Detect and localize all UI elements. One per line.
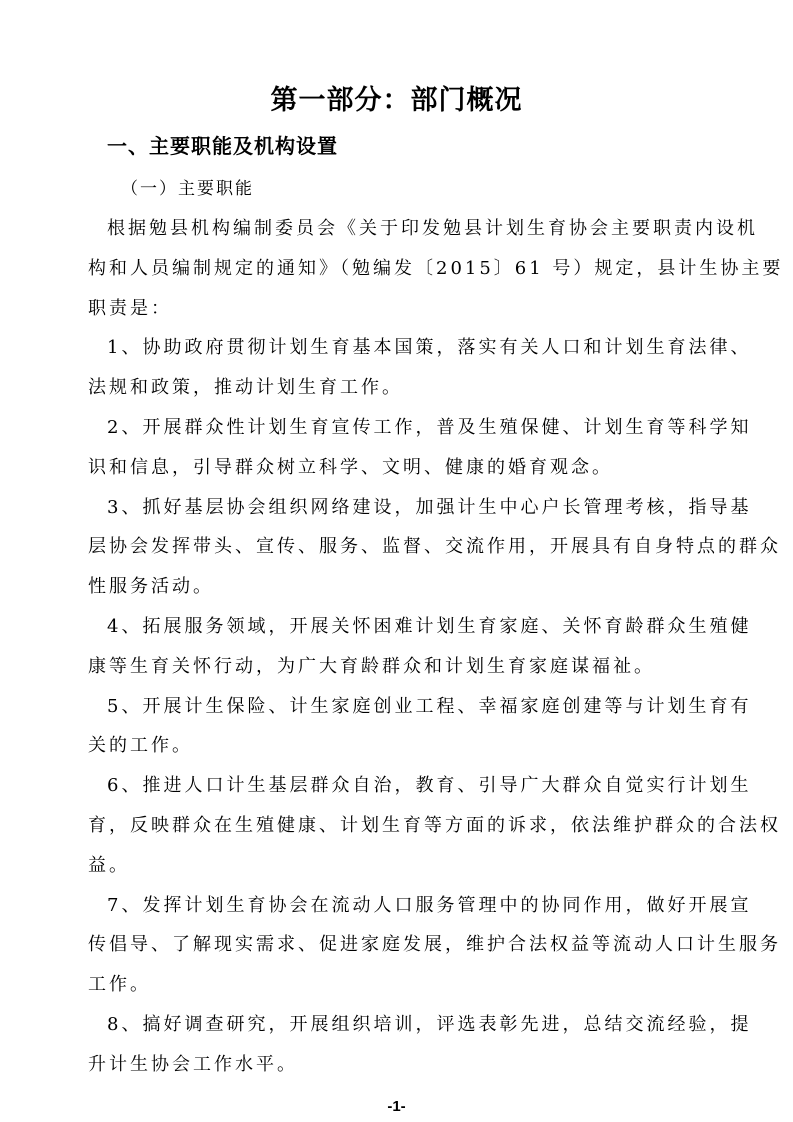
document-body bbox=[88, 209, 784, 1085]
section-heading: 一、主要职能及机构设置 bbox=[107, 134, 338, 158]
paragraph bbox=[88, 766, 781, 885]
paragraph-line: 关的工作。 bbox=[88, 735, 193, 757]
paragraph-line: 升计生协会工作水平。 bbox=[88, 1053, 298, 1075]
paragraph-line: 识和信息，引导群众树立科学、文明、健康的婚育观念。 bbox=[88, 456, 613, 478]
paragraph bbox=[88, 209, 784, 328]
paragraph-line: 工作。 bbox=[88, 974, 151, 996]
paragraph-line: 职责是： bbox=[88, 297, 172, 319]
paragraph-line: 构和人员编制规定的通知》（勉编发〔2015〕61 号）规定，县计生协主要 bbox=[88, 257, 784, 279]
paragraph bbox=[88, 488, 781, 607]
paragraph bbox=[88, 687, 752, 767]
paragraph-line: 康等生育关怀行动，为广大育龄群众和计划生育家庭谋福祉。 bbox=[88, 655, 655, 677]
paragraph-line: 2、开展群众性计划生育宣传工作，普及生殖保健、计划生育等科学知 bbox=[107, 416, 752, 438]
paragraph-line: 8、搞好调查研究，开展组织培训，评选表彰先进，总结交流经验，提 bbox=[107, 1013, 752, 1035]
paragraph-line: 益。 bbox=[88, 854, 130, 876]
paragraph-line: 5、开展计生保险、计生家庭创业工程、幸福家庭创建等与计划生育有 bbox=[107, 695, 752, 717]
paragraph-line: 3、抓好基层协会组织网络建设，加强计生中心户长管理考核，指导基 bbox=[107, 496, 752, 518]
paragraph-line: 层协会发挥带头、宣传、服务、监督、交流作用，开展具有自身特点的群众 bbox=[88, 536, 781, 558]
paragraph-line: 4、拓展服务领域，开展关怀困难计划生育家庭、关怀育龄群众生殖健 bbox=[107, 615, 752, 637]
paragraph-line: 6、推进人口计生基层群众自治，教育、引导广大群众自觉实行计划生 bbox=[107, 775, 752, 797]
paragraph-line: 1、协助政府贯彻计划生育基本国策，落实有关人口和计划生育法律、 bbox=[107, 337, 752, 359]
paragraph-line: 性服务活动。 bbox=[88, 576, 214, 598]
paragraph-line: 根据勉县机构编制委员会《关于印发勉县计划生育协会主要职责内设机 bbox=[107, 218, 758, 239]
paragraph bbox=[88, 408, 752, 488]
page-title: 第一部分：部门概况 bbox=[270, 85, 523, 116]
paragraph bbox=[88, 607, 752, 687]
paragraph bbox=[88, 1005, 752, 1085]
paragraph-line: 传倡导、了解现实需求、促进家庭发展，维护合法权益等流动人口计生服务 bbox=[88, 934, 781, 956]
paragraph-line: 7、发挥计划生育协会在流动人口服务管理中的协同作用，做好开展宣 bbox=[107, 894, 752, 916]
subsection-heading: （一）主要职能 bbox=[121, 179, 254, 199]
paragraph bbox=[88, 328, 752, 408]
page-number: -1- bbox=[387, 1098, 406, 1115]
paragraph-line: 法规和政策，推动计划生育工作。 bbox=[88, 377, 403, 399]
paragraph bbox=[88, 886, 781, 1005]
paragraph-line: 育，反映群众在生殖健康、计划生育等方面的诉求，依法维护群众的合法权 bbox=[88, 814, 781, 836]
